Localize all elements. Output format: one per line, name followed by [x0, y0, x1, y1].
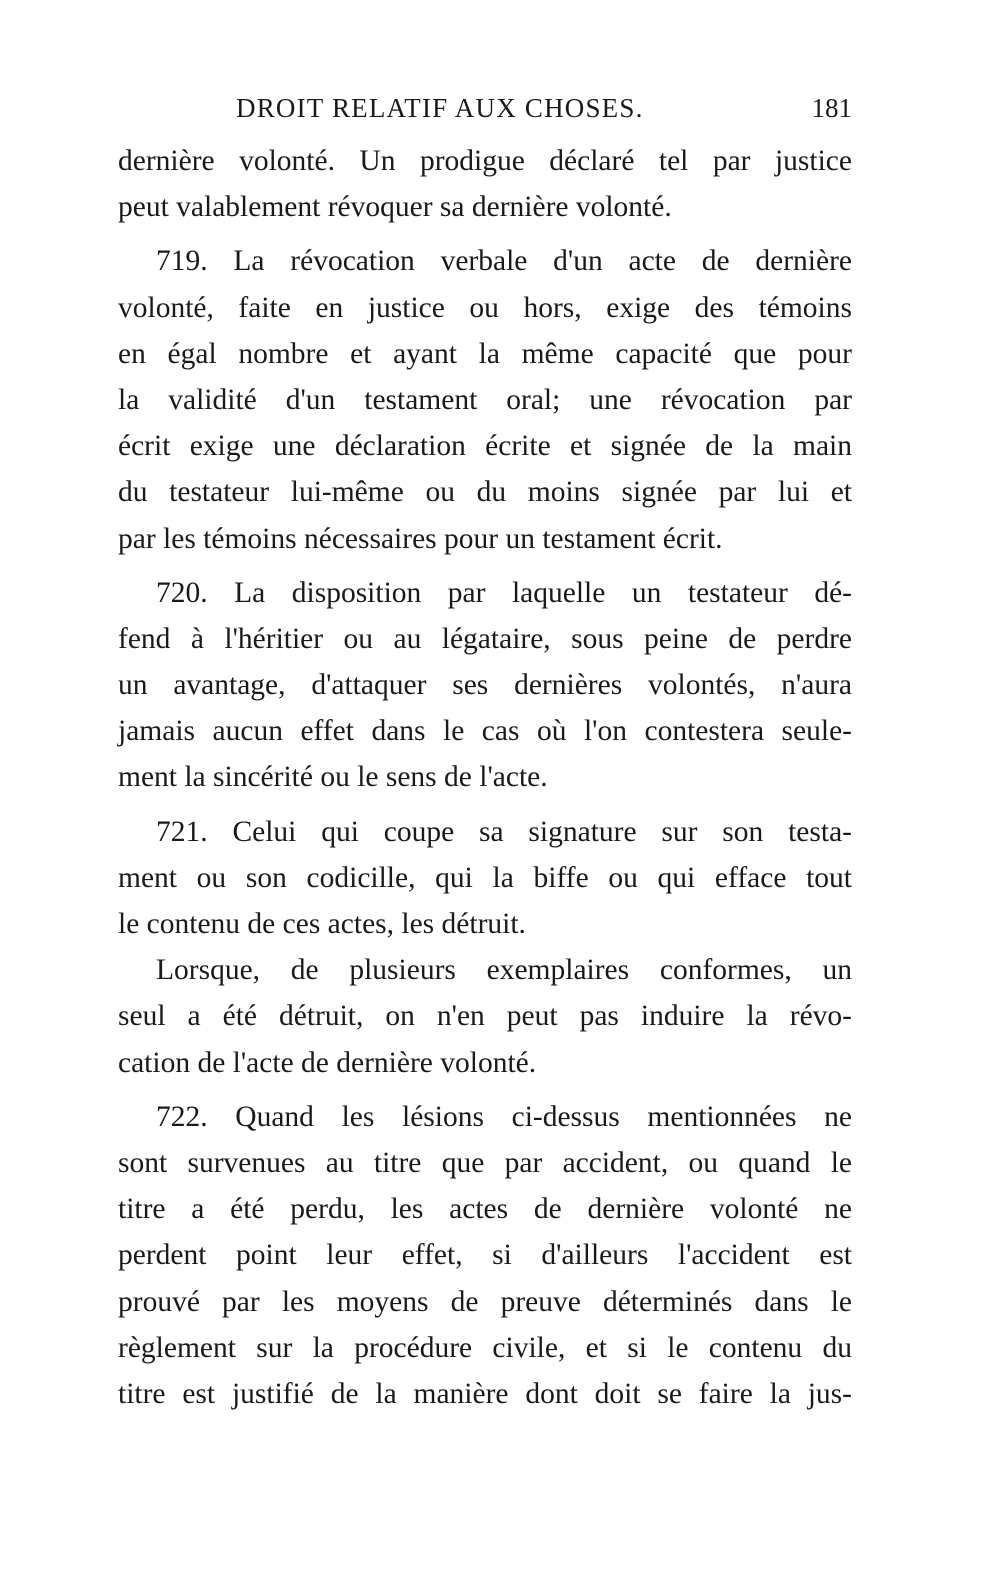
- running-head: [118, 88, 852, 128]
- text-line: 719. La révocation verbale d'un acte de dernière: [156, 245, 852, 278]
- text-line: un avantage, d'attaquer ses dernières volontés, n'aura: [118, 669, 852, 702]
- text-line: titre a été perdu, les actes de dernière volonté ne: [118, 1193, 852, 1226]
- text-line: cation de l'acte de dernière volonté.: [118, 1046, 537, 1079]
- text-line: la validité d'un testament oral; une révocation par: [118, 383, 852, 416]
- text-line: prouvé par les moyens de preuve déterminés dans le: [118, 1285, 852, 1318]
- text-line: 720. La disposition par laquelle un testateur dé-: [156, 576, 852, 609]
- text-line: peut valablement révoquer sa dernière volonté.: [118, 191, 672, 224]
- article-720: [118, 570, 852, 801]
- text-line: 721. Celui qui coupe sa signature sur son testa-: [156, 815, 852, 848]
- article-721: [118, 809, 852, 948]
- text-line: en égal nombre et ayant la même capacité que pour: [118, 337, 852, 370]
- text-line: jamais aucun effet dans le cas où l'on contestera seule-: [118, 715, 852, 748]
- page-number: 181: [811, 93, 852, 123]
- text-line: fend à l'héritier ou au légataire, sous peine de perdre: [118, 622, 852, 655]
- text-line: par les témoins nécessaires pour un testament écrit.: [118, 522, 723, 555]
- text-line: règlement sur la procédure civile, et si le contenu du: [118, 1331, 852, 1364]
- text-line: Lorsque, de plusieurs exemplaires conformes, un: [156, 954, 852, 987]
- paragraph-continuation: [118, 138, 852, 230]
- text-line: le contenu de ces actes, les détruit.: [118, 908, 526, 940]
- article-721-paragraph-2: [118, 947, 852, 1086]
- running-title: DROIT RELATIF AUX CHOSES.: [236, 93, 644, 123]
- text-line: titre est justifié de la manière dont doit se faire la jus-: [118, 1377, 852, 1410]
- article-722: [118, 1094, 852, 1417]
- text-line: sont survenues au titre que par accident, ou quand le: [118, 1146, 852, 1179]
- text-line: écrit exige une déclaration écrite et signée de la main: [118, 430, 852, 463]
- body-text: [118, 138, 852, 1417]
- text-line: 722. Quand les lésions ci-dessus mentionnées ne: [156, 1100, 852, 1133]
- text-line: ment ou son codicille, qui la biffe ou qui efface tout: [118, 861, 852, 894]
- text-line: volonté, faite en justice ou hors, exige des témoins: [118, 291, 852, 324]
- article-719: [118, 238, 852, 561]
- text-line: ment la sincérité ou le sens de l'acte.: [118, 761, 548, 794]
- text-line: seul a été détruit, on n'en peut pas induire la révo-: [118, 1000, 852, 1033]
- text-line: perdent point leur effet, si d'ailleurs l'accident est: [118, 1239, 852, 1272]
- text-line: dernière volonté. Un prodigue déclaré tel par justice: [118, 145, 852, 177]
- text-line: du testateur lui-même ou du moins signée par lui et: [118, 476, 852, 509]
